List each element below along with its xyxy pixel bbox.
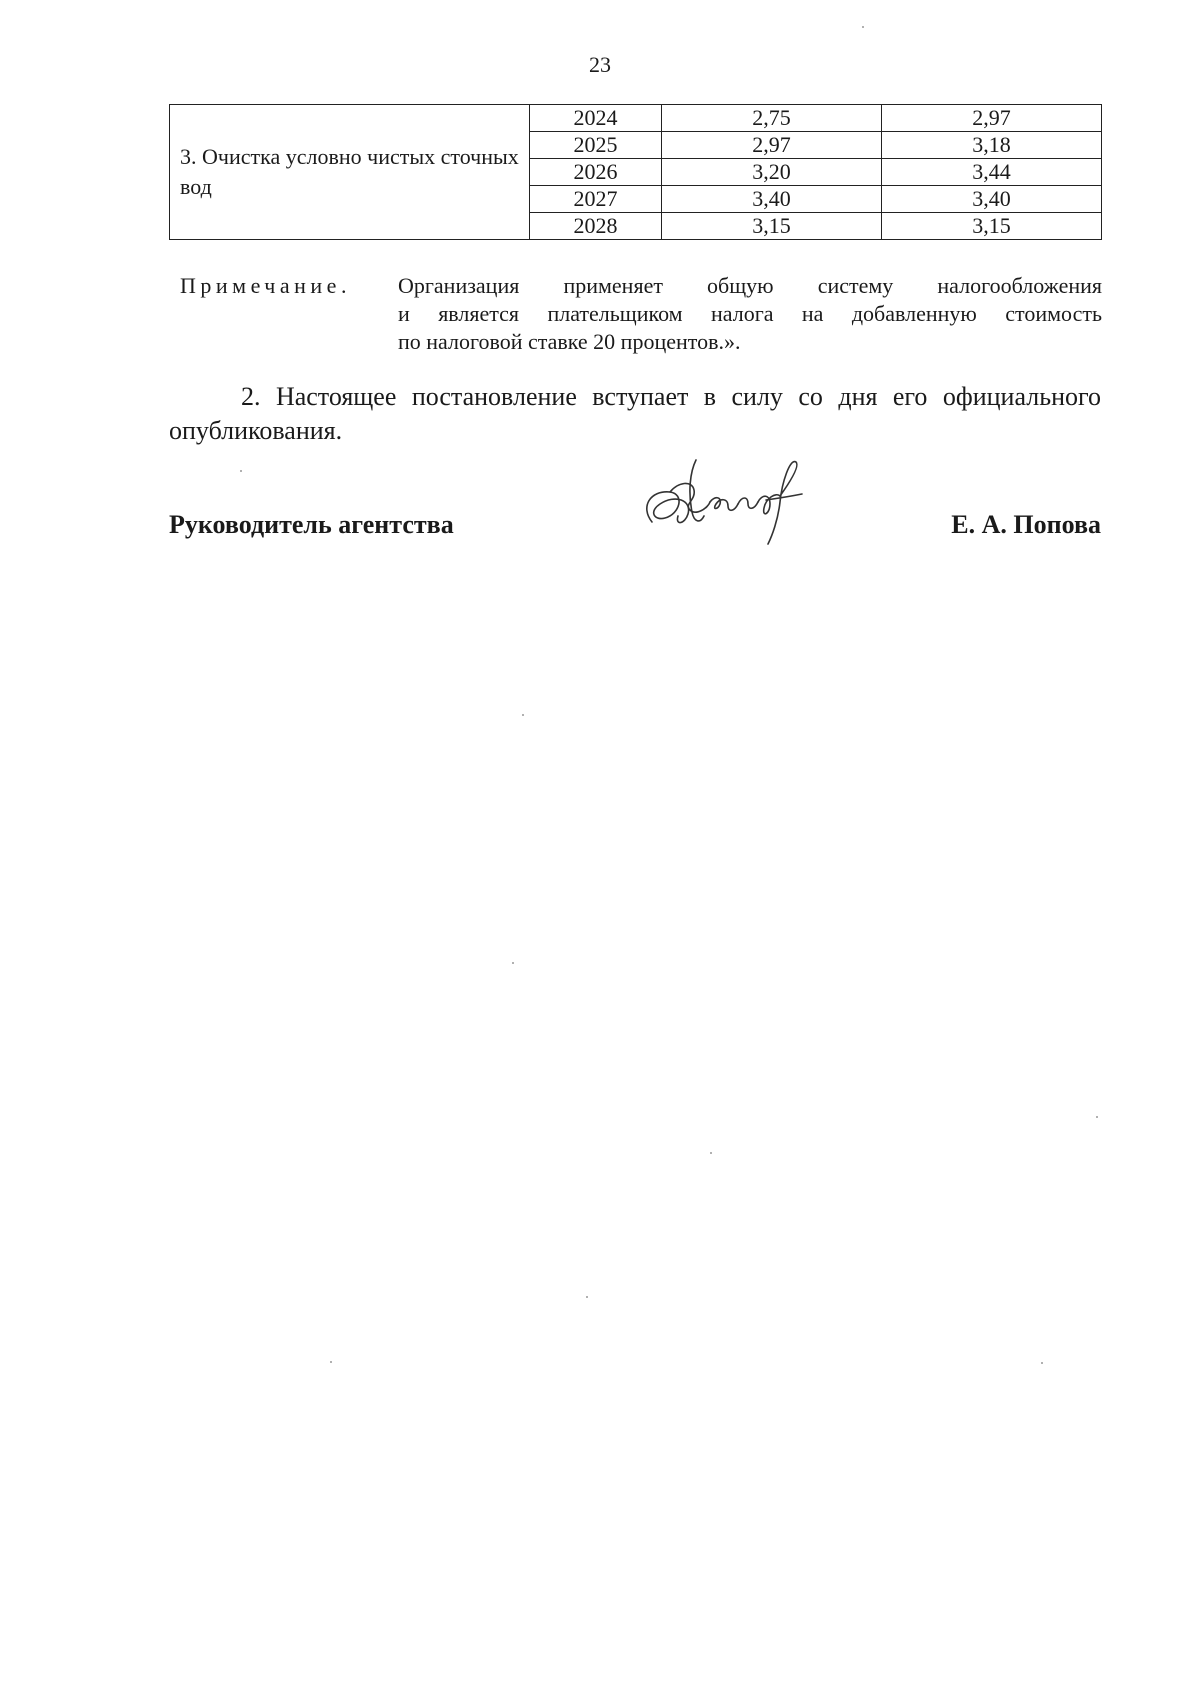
scan-speck [512, 962, 514, 964]
year-cell: 2028 [530, 213, 662, 240]
tariff-table [169, 104, 1102, 240]
scan-speck [1041, 1362, 1043, 1364]
value2-cell: 3,15 [882, 213, 1102, 240]
value2-cell: 3,44 [882, 159, 1102, 186]
scan-speck [240, 470, 242, 472]
signatory-title: Руководитель агентства [169, 510, 454, 539]
page-number: 23 [589, 52, 611, 77]
note-line: и является плательщиком налога на добавленную стоимость [398, 301, 1102, 326]
value1-cell: 3,20 [662, 159, 882, 186]
scan-speck [1096, 1116, 1098, 1118]
signatory-name: Е. А. Попова [951, 510, 1101, 539]
service-name: 3. Очистка условно чистых сточных вод [180, 144, 519, 199]
scan-speck [586, 1296, 588, 1298]
table-row [170, 105, 1102, 132]
value1-cell: 3,40 [662, 186, 882, 213]
value2-cell: 3,18 [882, 132, 1102, 159]
note-line: Организация применяет общую систему налогообложения [398, 273, 1102, 298]
value2-cell: 3,40 [882, 186, 1102, 213]
value1-cell: 3,15 [662, 213, 882, 240]
year-cell: 2025 [530, 132, 662, 159]
value1-cell: 2,75 [662, 105, 882, 132]
note-line: по налоговой ставке 20 процентов.». [398, 329, 741, 354]
effective-date-paragraph [169, 380, 1101, 448]
scan-speck [522, 714, 524, 716]
scan-speck [862, 26, 864, 28]
scan-speck [710, 1152, 712, 1154]
value1-cell: 2,97 [662, 132, 882, 159]
paragraph-line: опубликования. [169, 416, 343, 445]
note-label: Примечание. [180, 273, 351, 298]
value2-cell: 2,97 [882, 105, 1102, 132]
year-cell: 2024 [530, 105, 662, 132]
scan-speck [330, 1361, 332, 1363]
note-text [398, 272, 1102, 356]
signature-block [169, 510, 1101, 550]
year-cell: 2026 [530, 159, 662, 186]
paragraph-line: 2. Настоящее постановление вступает в силу со дня его официального [241, 382, 1101, 411]
year-cell: 2027 [530, 186, 662, 213]
service-name-cell [170, 105, 530, 240]
